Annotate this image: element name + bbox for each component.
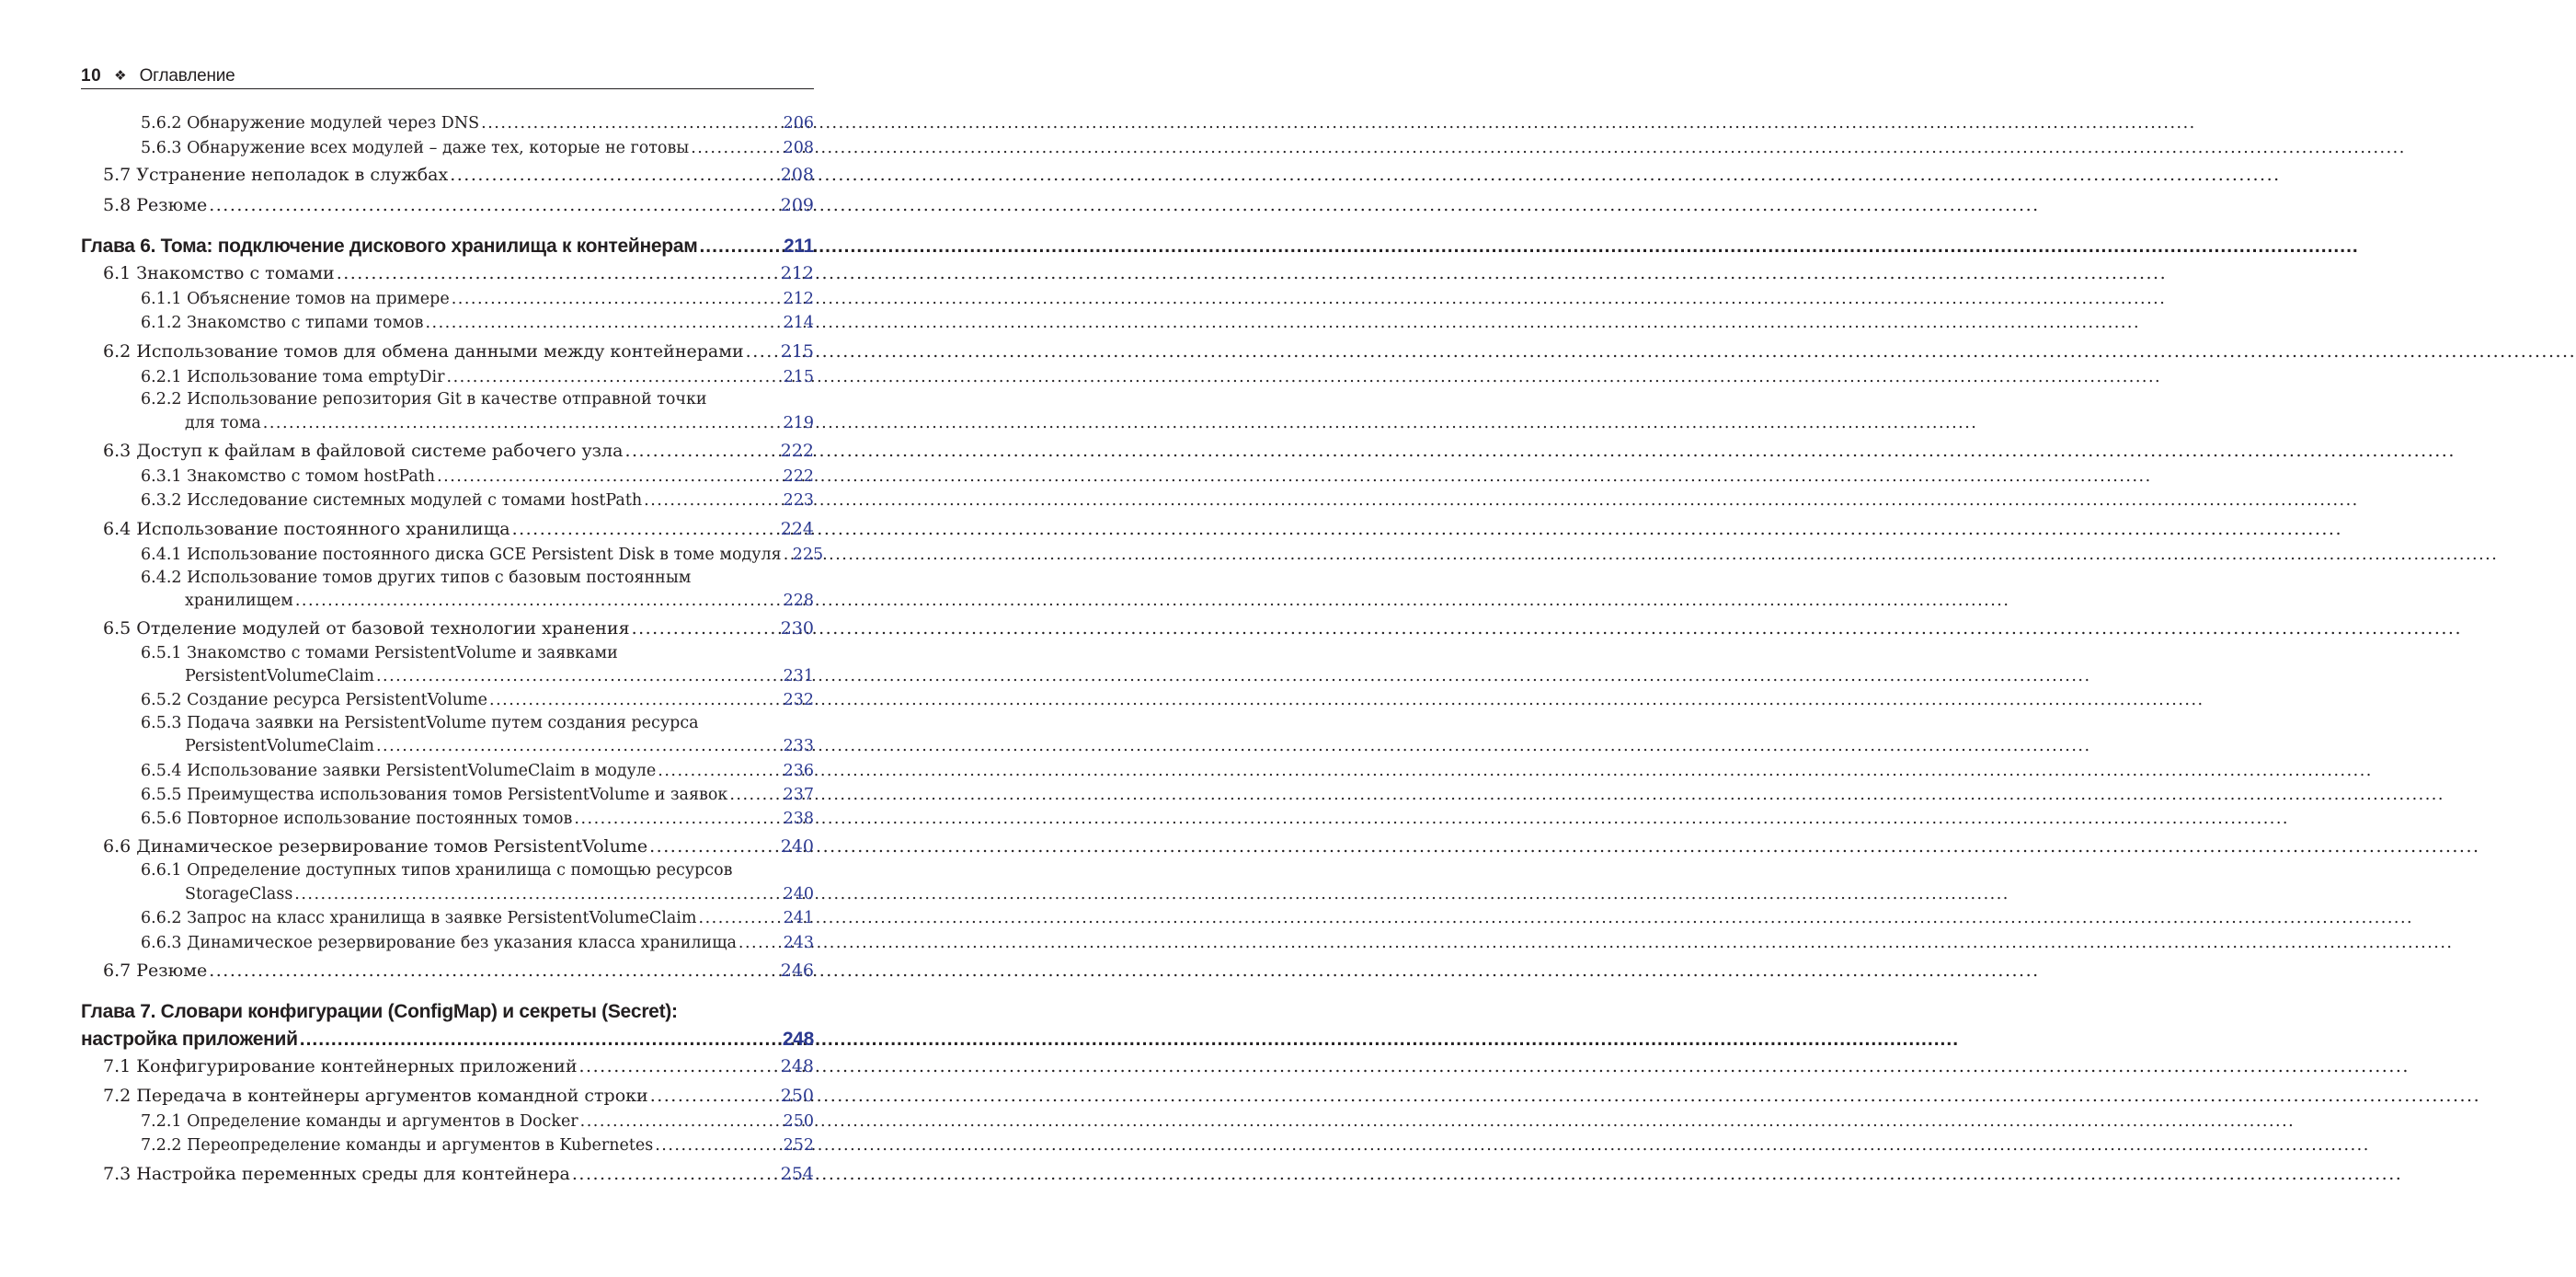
toc-page-number: 231 xyxy=(783,667,814,685)
toc-page-number: 208 xyxy=(783,139,814,157)
toc-page-number: 224 xyxy=(780,519,814,539)
toc-page-number: 250 xyxy=(783,1112,814,1131)
toc-page-number: 248 xyxy=(780,1056,814,1076)
toc-entry-title: 6.1.1 Объяснение томов на примере xyxy=(141,290,450,308)
toc-entry xyxy=(141,390,814,412)
toc-entry-title: 6.4.1 Использование постоянного диска GCE Persistent Disk в томе модуля xyxy=(141,546,782,564)
toc-entry xyxy=(103,341,814,365)
dot-leader xyxy=(699,909,782,927)
toc-entry-title: 7.2 Передача в контейнеры аргументов командной строки xyxy=(103,1086,648,1106)
toc-entry xyxy=(103,519,814,543)
toc-entry-title: 6.1 Знакомство с томами xyxy=(103,263,335,283)
toc-entry xyxy=(103,836,814,860)
dot-leader xyxy=(738,934,782,952)
toc-entry-title: 6.5 Отделение модулей от базовой технологии хранения xyxy=(103,618,630,638)
toc-entry-title: 6.5.2 Создание ресурса PersistentVolume xyxy=(141,691,488,709)
toc-entry-title: 6.6 Динамическое резервирование томов PersistentVolume xyxy=(103,836,648,857)
ornament-icon: ❖ xyxy=(114,68,127,84)
toc-page-number: 237 xyxy=(783,786,814,804)
toc-entry xyxy=(141,290,814,312)
toc-page-number: 241 xyxy=(783,909,814,927)
toc-entry-title: 6.2.1 Использование тома emptyDir xyxy=(141,368,445,386)
toc-entry-title: 5.8 Резюме xyxy=(103,195,208,215)
dot-leader xyxy=(294,885,781,903)
toc-entry xyxy=(141,368,814,390)
toc-chapter-entry xyxy=(81,236,814,261)
toc-entry xyxy=(103,1086,814,1110)
toc-entry-title: 6.1.2 Знакомство с типами томов xyxy=(141,314,424,332)
dot-leader xyxy=(437,467,782,486)
toc-page-number: 254 xyxy=(780,1164,814,1184)
page-number: 10 xyxy=(81,66,102,86)
dot-leader xyxy=(784,546,791,564)
dot-leader xyxy=(209,961,779,981)
toc-page-number: 214 xyxy=(783,314,814,332)
toc-entry-title: 7.2.1 Определение команды и аргументов в Docker xyxy=(141,1112,578,1131)
toc-page-number: 252 xyxy=(783,1136,814,1155)
dot-leader xyxy=(489,691,782,709)
toc-entry xyxy=(141,1136,814,1158)
dot-leader xyxy=(579,1056,779,1076)
toc-entry xyxy=(141,546,824,568)
toc-page-number: 223 xyxy=(783,491,814,510)
dot-leader xyxy=(450,165,779,185)
toc-page-number: 215 xyxy=(783,368,814,386)
toc-entry xyxy=(185,885,814,907)
toc-page-number: 222 xyxy=(783,467,814,486)
toc-page-number: 250 xyxy=(780,1086,814,1106)
dot-leader xyxy=(572,1164,779,1184)
toc-entry-title: StorageClass xyxy=(185,885,293,903)
toc-entry-title: 6.6.2 Запрос на класс хранилища в заявке PersistentVolumeClaim xyxy=(141,909,697,927)
toc-entry xyxy=(103,195,814,219)
dot-leader xyxy=(624,441,778,461)
toc-page-number: 228 xyxy=(783,592,814,610)
toc-entry xyxy=(185,737,814,759)
toc-entry-title: хранилищем xyxy=(185,592,293,610)
dot-leader xyxy=(644,491,781,510)
toc-page-number: 209 xyxy=(780,195,814,215)
toc-entry xyxy=(141,114,814,136)
toc-entry xyxy=(103,618,814,642)
toc-entry xyxy=(141,644,814,666)
toc-entry xyxy=(141,139,814,161)
toc-entry xyxy=(185,667,814,689)
dot-leader xyxy=(699,236,782,258)
toc-entry xyxy=(141,861,814,883)
toc-page-number: 212 xyxy=(783,290,814,308)
toc-entry-title: 6.5.4 Использование заявки PersistentVolumeClaim в модуле xyxy=(141,762,657,780)
toc-entry-title: 5.7 Устранение неполадок в службах xyxy=(103,165,449,185)
toc-chapter-entry xyxy=(81,1001,814,1027)
toc-page-number: 219 xyxy=(783,414,814,432)
dot-leader xyxy=(263,414,782,432)
dot-leader xyxy=(295,592,782,610)
toc-entry xyxy=(103,1164,814,1188)
toc-page-number: 222 xyxy=(780,441,814,461)
toc-entry-title: 5.6.2 Обнаружение модулей через DNS xyxy=(141,114,480,132)
toc-entry xyxy=(141,569,814,591)
toc-page-number: 232 xyxy=(783,691,814,709)
toc-entry-title: 6.3.1 Знакомство с томом hostPath xyxy=(141,467,436,486)
dot-leader xyxy=(452,290,782,308)
toc-page-number: 246 xyxy=(780,961,814,981)
toc-entry-title: 5.6.3 Обнаружение всех модулей – даже тех, которые не готовы xyxy=(141,139,690,157)
toc-entry xyxy=(185,592,814,614)
dot-leader xyxy=(746,341,779,362)
header-title: Оглавление xyxy=(139,66,235,86)
toc-entry-title: 6.6.3 Динамическое резервирование без указания класса хранилища xyxy=(141,934,737,952)
toc-page-number: 238 xyxy=(783,810,814,828)
toc-entry xyxy=(141,314,814,336)
toc-entry xyxy=(141,786,814,808)
toc-page-number: 240 xyxy=(783,885,814,903)
toc-entry-title: 7.1 Конфигурирование контейнерных приложений xyxy=(103,1056,578,1076)
toc-entry-title: 6.5.1 Знакомство с томами PersistentVolume и заявками xyxy=(141,644,618,662)
toc-entry-title: 6.6.1 Определение доступных типов хранилища с помощью ресурсов xyxy=(141,861,733,880)
toc-page-number: 211 xyxy=(784,236,814,257)
toc-entry xyxy=(103,1056,814,1080)
toc-entry xyxy=(141,934,814,956)
dot-leader xyxy=(632,618,779,638)
dot-leader xyxy=(574,810,781,828)
toc-page-number: 233 xyxy=(783,737,814,755)
toc-page-number: 215 xyxy=(780,341,814,362)
toc-chapter-entry xyxy=(81,1029,814,1054)
dot-leader xyxy=(655,1136,781,1155)
toc-entry-title: 7.3 Настройка переменных среды для контейнера xyxy=(103,1164,570,1184)
toc-page-number: 230 xyxy=(780,618,814,638)
toc-page-number: 236 xyxy=(783,762,814,780)
toc-entry xyxy=(141,691,814,713)
toc-entry-title: 6.7 Резюме xyxy=(103,961,208,981)
dot-leader xyxy=(300,1029,781,1051)
toc-entry-title: Глава 6. Тома: подключение дискового хранилища к контейнерам xyxy=(81,236,698,257)
toc-entry xyxy=(141,714,814,736)
toc-entry xyxy=(103,263,814,287)
dot-leader xyxy=(650,1086,779,1106)
dot-leader xyxy=(658,762,781,780)
toc-entry xyxy=(103,441,814,465)
toc-entry xyxy=(141,810,814,832)
toc-entry xyxy=(103,165,814,189)
dot-leader xyxy=(691,139,781,157)
toc-entry-title: 6.4 Использование постоянного хранилища xyxy=(103,519,510,539)
toc-entry-title: 6.3 Доступ к файлам в файловой системе рабочего узла xyxy=(103,441,624,461)
toc-page-number: 243 xyxy=(783,934,814,952)
toc-entry xyxy=(141,762,814,784)
toc-entry-title: 7.2.2 Переопределение команды и аргументов в Kubernetes xyxy=(141,1136,654,1155)
toc-entry-title: 6.5.6 Повторное использование постоянных томов xyxy=(141,810,573,828)
toc-entry-title: 6.5.5 Преимущества использования томов PersistentVolume и заявок xyxy=(141,786,728,804)
dot-leader xyxy=(376,667,782,685)
dot-leader xyxy=(425,314,781,332)
toc-entry-title: 6.2 Использование томов для обмена данными между контейнерами xyxy=(103,341,744,362)
toc-entry-title: PersistentVolumeClaim xyxy=(185,667,374,685)
toc-entry xyxy=(185,414,814,436)
toc-entry xyxy=(141,1112,814,1134)
dot-leader xyxy=(729,786,781,804)
toc-entry-title: Глава 7. Словари конфигурации (ConfigMap) и секреты (Secret): xyxy=(81,1001,678,1022)
toc-entry-title: для тома xyxy=(185,414,261,432)
dot-leader xyxy=(376,737,782,755)
toc-entry xyxy=(141,467,814,489)
toc-entry-title: PersistentVolumeClaim xyxy=(185,737,374,755)
toc-entry-title: настройка приложений xyxy=(81,1029,298,1050)
toc-entry-title: 6.4.2 Использование томов других типов с базовым постоянным xyxy=(141,569,692,587)
toc-entry-title: 6.5.3 Подача заявки на PersistentVolume путем создания ресурса xyxy=(141,714,699,732)
toc-page-number: 212 xyxy=(780,263,814,283)
toc-entry xyxy=(141,491,814,513)
dot-leader xyxy=(337,263,779,283)
toc-entry-title: 6.3.2 Исследование системных модулей с томами hostPath xyxy=(141,491,643,510)
toc-page-number: 225 xyxy=(792,546,824,564)
dot-leader xyxy=(512,519,779,539)
dot-leader xyxy=(481,114,781,132)
toc-page-number: 208 xyxy=(780,165,814,185)
dot-leader xyxy=(209,195,779,215)
dot-leader xyxy=(447,368,782,386)
toc-page-number: 206 xyxy=(783,114,814,132)
toc-entry xyxy=(141,909,814,931)
dot-leader xyxy=(580,1112,782,1131)
toc-page-number: 248 xyxy=(782,1029,814,1050)
dot-leader xyxy=(649,836,779,857)
toc-entry-title: 6.2.2 Использование репозитория Git в качестве отправной точки xyxy=(141,390,707,408)
table-of-contents xyxy=(0,0,897,1277)
toc-entry xyxy=(103,961,814,984)
toc-page-number: 240 xyxy=(780,836,814,857)
